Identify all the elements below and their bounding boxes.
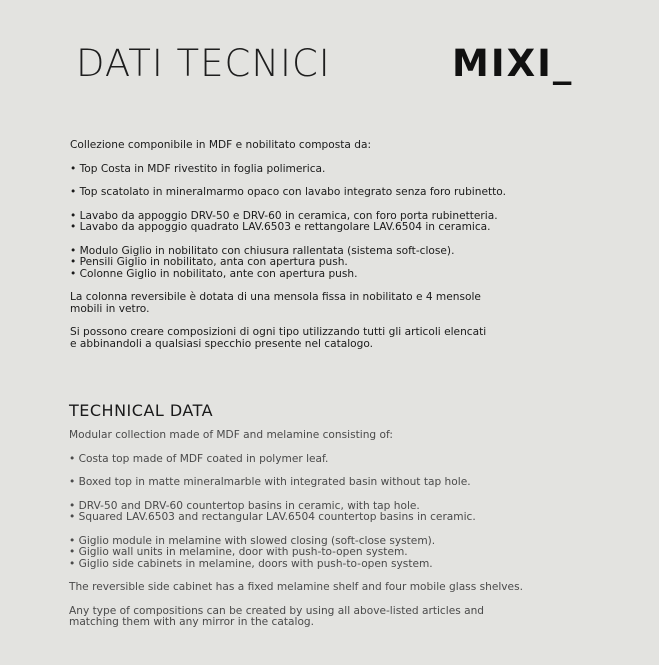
english-item-boxed-top: • Boxed top in matte mineralmarble with integrated basin without tap hole. [69,476,471,488]
italian-item-top-costa: • Top Costa in MDF rivestito in foglia polimerica. [70,162,326,175]
italian-composizioni-line-1: Si possono creare composizioni di ogni tipo utilizzando tutti gli articoli elencati [70,326,487,338]
english-description [69,430,559,629]
english-item-squared: • Squared LAV.6503 and rectangular LAV.6504 countertop basins in ceramic. [69,511,476,523]
italian-colonna-line-1: La colonna reversibile è dotata di una mensola fissa in nobilitato e 4 mensole [70,291,481,303]
english-item-giglio-module: • Giglio module in melamine with slowed closing (soft-close system). [69,534,436,547]
english-intro: Modular collection made of MDF and melamine consisting of: [69,429,393,441]
page-title: DATI TECNICI [76,42,331,85]
italian-item-lavabo-2: • Lavabo da appoggio quadrato LAV.6503 e rettangolare LAV.6504 in ceramica. [70,221,491,233]
english-reversible: The reversible side cabinet has a fixed melamine shelf and four mobile glass shelves. [69,581,523,593]
english-item-drv: • DRV-50 and DRV-60 countertop basins in ceramic, with tap hole. [69,499,420,512]
italian-composizioni-line-2: e abbinandoli a qualsiasi specchio presente nel catalogo. [70,337,374,350]
italian-item-colonne: • Colonne Giglio in nobilitato, ante con apertura push. [70,267,358,280]
english-item-giglio-wall: • Giglio wall units in melamine, door with push-to-open system. [69,546,408,558]
italian-item-pensili: • Pensili Giglio in nobilitato, anta con apertura push. [70,256,348,268]
italian-colonna-line-2: mobili in vetro. [70,302,150,315]
brand-logo: MIXI_ [452,42,574,85]
italian-item-top-scatolato: • Top scatolato in mineralmarmo opaco con lavabo integrato senza foro rubinetto. [70,186,506,198]
english-compositions-line-2: matching them with any mirror in the catalog. [69,616,315,628]
italian-intro: Collezione componibile in MDF e nobilitato composta da: [70,139,372,151]
english-item-giglio-side: • Giglio side cabinets in melamine, doors with push-to-open system. [69,557,433,570]
english-item-costa-top: • Costa top made of MDF coated in polymer leaf. [69,452,329,465]
english-compositions-line-1: Any type of compositions can be created by using all above-listed articles and [69,604,485,617]
italian-description [70,140,540,350]
italian-item-modulo: • Modulo Giglio in nobilitato con chiusura rallentata (sistema soft-close). [70,244,455,257]
italian-item-lavabo-1: • Lavabo da appoggio DRV-50 e DRV-60 in ceramica, con foro porta rubinetteria. [70,209,498,222]
technical-data-heading: TECHNICAL DATA [69,401,214,420]
